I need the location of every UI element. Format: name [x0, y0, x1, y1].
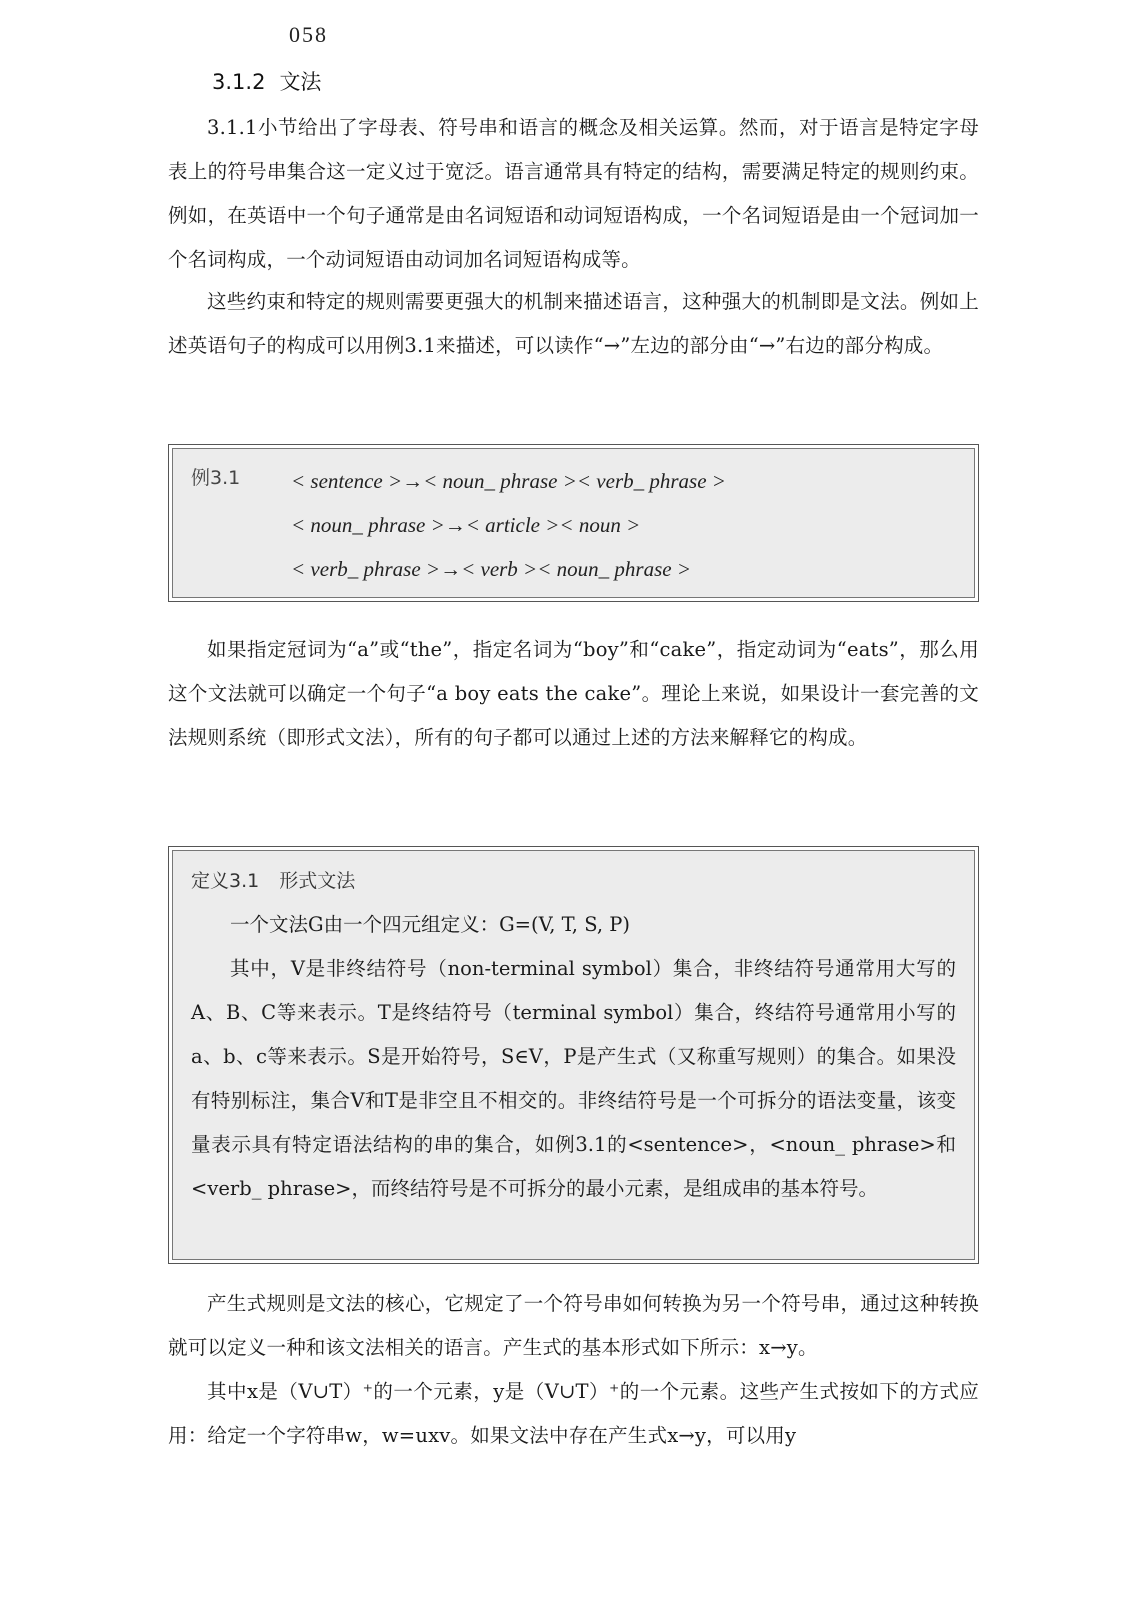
definition-paragraph: 其中，V是非终结符号（non-terminal symbol）集合，非终结符号通常用大写的A、B、C等来表示。T是终结符号（terminal symbol）集合，终结符号通常用小写的a、b、c等来表示。S是开始符号，S∈V，P是产生式（又称重写规则）的集合。如果没有特别标注，集合V和T是非空且不相交的。非终结符号是一个可拆分的语法变量，该变量表示具有特定语法结构的串的集合，如例3.1的<sentence>，<noun_ phrase>和<verb_ phrase>，而终结符号是不可拆分的最小元素，是组成串的基本符号。	[191, 957, 956, 1200]
paragraph-production-rules	[168, 1282, 979, 1370]
section-title: 文法	[279, 70, 322, 94]
example-box	[168, 444, 979, 602]
grammar-rule: < sentence >→< noun_ phrase >< verb_ phrase >	[291, 469, 726, 493]
paragraph-text: 其中x是（V∪T）⁺的一个元素，y是（V∪T）⁺的一个元素。这些产生式按如下的方式应用：给定一个字符串w，w=uxv。如果文法中存在产生式x→y，可以用y	[168, 1380, 979, 1447]
paragraph-text: 3.1.1小节给出了字母表、符号串和语言的概念及相关运算。然而，对于语言是特定字母表上的符号串集合这一定义过于宽泛。语言通常具有特定的结构，需要满足特定的规则约束。例如，在英语中一个句子通常是由名词短语和动词短语构成，一个名词短语是由一个冠词加一个名词构成，一个动词短语由动词加名词短语构成等。	[168, 116, 979, 271]
page-number: 058	[289, 22, 328, 47]
example-rules	[291, 459, 726, 591]
paragraph-text: 如果指定冠词为“a”或“the”，指定名词为“boy”和“cake”，指定动词为“eats”，那么用这个文法就可以确定一个句子“a boy eats the cake”。理论上来说，如果设计一套完善的文法规则系统（即形式文法），所有的句子都可以通过上述的方法来解释它的构成。	[168, 638, 979, 749]
definition-box	[168, 846, 979, 1264]
paragraph-production-application	[168, 1370, 979, 1458]
definition-label: 定义3.1	[191, 870, 260, 892]
paragraph-example-sentence	[168, 628, 979, 760]
grammar-rule: < noun_ phrase >→< article >< noun >	[291, 513, 641, 537]
definition-heading	[191, 859, 956, 903]
example-label: 例3.1	[191, 467, 241, 489]
paragraph-text: 这些约束和特定的规则需要更强大的机制来描述语言，这种强大的机制即是文法。例如上述英语句子的构成可以用例3.1来描述，可以读作“→”左边的部分由“→”右边的部分构成。	[168, 290, 979, 357]
paragraph-grammar-mechanism	[168, 280, 979, 368]
paragraph-intro	[168, 106, 979, 282]
definition-body	[191, 903, 956, 1211]
grammar-rule: < verb_ phrase >→< verb >< noun_ phrase >	[291, 557, 691, 581]
section-number: 3.1.2	[212, 70, 266, 94]
definition-line: 一个文法G由一个四元组定义：G=(V, T, S, P)	[230, 913, 630, 936]
section-heading	[212, 66, 321, 96]
definition-title: 形式文法	[279, 870, 356, 892]
paragraph-text: 产生式规则是文法的核心，它规定了一个符号串如何转换为另一个符号串，通过这种转换就可以定义一种和该文法相关的语言。产生式的基本形式如下所示：x→y。	[168, 1292, 979, 1359]
